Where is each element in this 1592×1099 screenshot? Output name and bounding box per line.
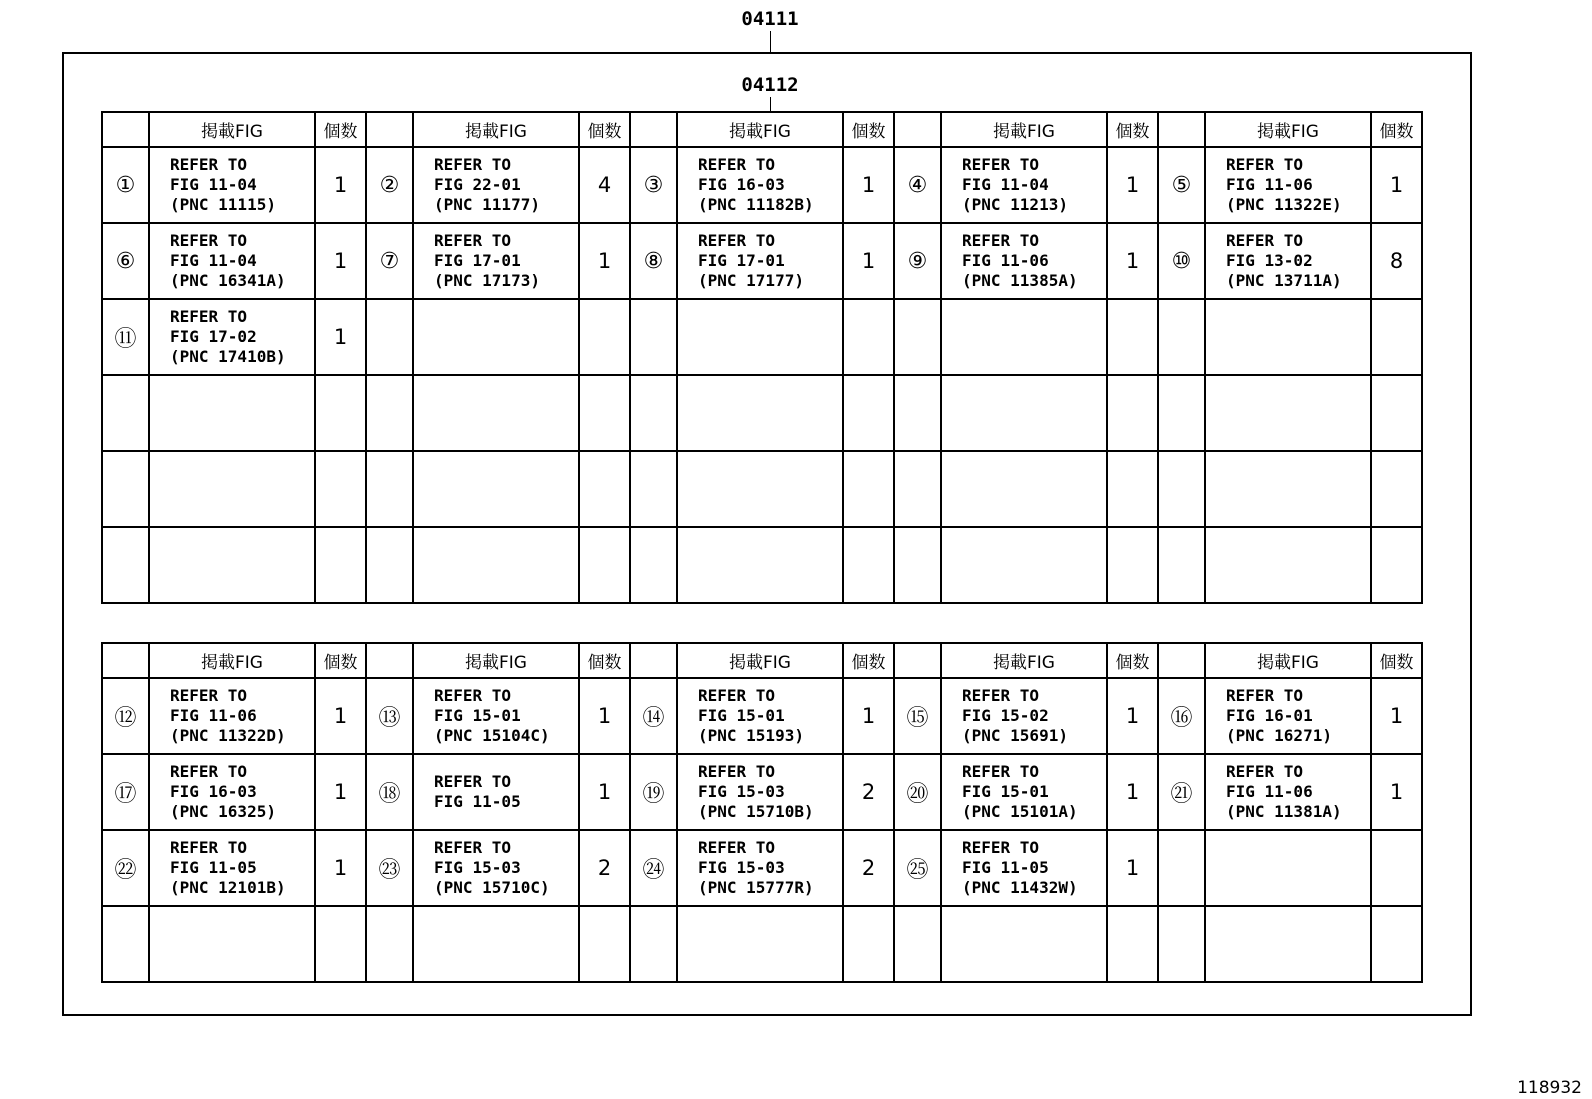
reference-cell <box>1205 830 1371 906</box>
quantity-cell: 1 <box>1107 678 1158 754</box>
table-row <box>102 223 1422 299</box>
reference-line: FIG 11-06 <box>1226 175 1313 194</box>
reference-line: (PNC 11385A) <box>962 271 1078 290</box>
item-number <box>894 451 941 527</box>
item-number: ⑪ <box>102 299 149 375</box>
item-number <box>366 375 413 451</box>
header-fig-cell: 掲載FIG <box>677 112 843 147</box>
item-number: ⑩ <box>1158 223 1205 299</box>
quantity-cell <box>1371 527 1422 603</box>
reference-cell <box>677 299 843 375</box>
item-number <box>1158 451 1205 527</box>
reference-cell <box>677 754 843 830</box>
quantity-cell: 1 <box>843 678 894 754</box>
reference-cell <box>413 906 579 982</box>
reference-line: REFER TO <box>962 155 1040 174</box>
reference-line: FIG 16-01 <box>1226 706 1313 725</box>
quantity-cell <box>843 906 894 982</box>
reference-cell <box>677 906 843 982</box>
item-number <box>366 906 413 982</box>
reference-line: REFER TO <box>434 772 512 791</box>
reference-cell <box>941 527 1107 603</box>
item-number: ⑫ <box>102 678 149 754</box>
reference-cell <box>413 147 579 223</box>
reference-cell <box>149 147 315 223</box>
reference-line: (PNC 15710C) <box>434 878 550 897</box>
callout-04111-leader <box>770 31 771 52</box>
header-fig-cell: 掲載FIG <box>677 643 843 678</box>
reference-line: (PNC 15777R) <box>698 878 814 897</box>
reference-line: REFER TO <box>170 838 248 857</box>
item-number <box>1158 830 1205 906</box>
reference-line: (PNC 11322E) <box>1226 195 1342 214</box>
reference-line: REFER TO <box>698 762 776 781</box>
reference-cell <box>413 754 579 830</box>
reference-line: FIG 15-03 <box>698 858 785 877</box>
reference-cell <box>677 147 843 223</box>
reference-cell <box>149 451 315 527</box>
reference-line: REFER TO <box>1226 231 1304 250</box>
reference-line: REFER TO <box>962 762 1040 781</box>
item-number: ㉓ <box>366 830 413 906</box>
header-fig-cell: 掲載FIG <box>413 643 579 678</box>
table-header-row <box>102 112 1422 147</box>
header-qty-cell: 個数 <box>579 112 630 147</box>
quantity-cell: 1 <box>315 147 366 223</box>
quantity-cell <box>843 375 894 451</box>
reference-line: (PNC 15691) <box>962 726 1068 745</box>
reference-cell <box>149 223 315 299</box>
reference-line: (PNC 11115) <box>170 195 276 214</box>
reference-line: REFER TO <box>1226 762 1304 781</box>
item-number: ⑰ <box>102 754 149 830</box>
item-number: ⑧ <box>630 223 677 299</box>
quantity-cell <box>579 299 630 375</box>
parts-table-lower <box>101 642 1423 983</box>
item-number: ㉑ <box>1158 754 1205 830</box>
item-number: ④ <box>894 147 941 223</box>
reference-line: (PNC 15104C) <box>434 726 550 745</box>
reference-line: (PNC 11182B) <box>698 195 814 214</box>
item-number <box>894 375 941 451</box>
quantity-cell <box>1107 906 1158 982</box>
reference-line: FIG 22-01 <box>434 175 521 194</box>
quantity-cell: 1 <box>1107 830 1158 906</box>
header-qty-cell: 個数 <box>579 643 630 678</box>
figure-id: 118932 <box>1517 1078 1582 1098</box>
item-number: ㉕ <box>894 830 941 906</box>
item-number <box>630 451 677 527</box>
reference-line: REFER TO <box>1226 155 1304 174</box>
reference-cell <box>413 527 579 603</box>
item-number <box>366 299 413 375</box>
quantity-cell: 1 <box>315 830 366 906</box>
quantity-cell <box>1107 451 1158 527</box>
reference-cell <box>677 375 843 451</box>
quantity-cell <box>579 451 630 527</box>
table-row <box>102 906 1422 982</box>
reference-line: FIG 11-05 <box>434 792 521 811</box>
reference-cell <box>1205 451 1371 527</box>
reference-cell <box>413 830 579 906</box>
quantity-cell: 1 <box>315 223 366 299</box>
quantity-cell <box>579 527 630 603</box>
reference-line: (PNC 16325) <box>170 802 276 821</box>
reference-line: FIG 11-06 <box>170 706 257 725</box>
header-qty-cell: 個数 <box>1371 643 1422 678</box>
reference-line: REFER TO <box>434 838 512 857</box>
table-row <box>102 147 1422 223</box>
reference-line: (PNC 13711A) <box>1226 271 1342 290</box>
reference-line: REFER TO <box>962 838 1040 857</box>
quantity-cell <box>1107 299 1158 375</box>
quantity-cell <box>315 906 366 982</box>
quantity-cell: 4 <box>579 147 630 223</box>
reference-line: (PNC 11177) <box>434 195 540 214</box>
item-number: ⑭ <box>630 678 677 754</box>
quantity-cell: 2 <box>843 754 894 830</box>
item-number <box>630 375 677 451</box>
reference-cell <box>149 527 315 603</box>
reference-line: FIG 11-06 <box>1226 782 1313 801</box>
item-number: ⑳ <box>894 754 941 830</box>
reference-line: (PNC 17177) <box>698 271 804 290</box>
reference-cell <box>149 754 315 830</box>
reference-line: REFER TO <box>170 155 248 174</box>
item-number <box>1158 375 1205 451</box>
quantity-cell: 1 <box>579 678 630 754</box>
reference-line: FIG 17-01 <box>434 251 521 270</box>
reference-line: (PNC 15193) <box>698 726 804 745</box>
reference-cell <box>1205 527 1371 603</box>
header-num-cell <box>894 643 941 678</box>
table-row <box>102 754 1422 830</box>
reference-cell <box>1205 375 1371 451</box>
reference-line: REFER TO <box>170 686 248 705</box>
reference-cell <box>149 678 315 754</box>
header-num-cell <box>630 643 677 678</box>
item-number: ⑱ <box>366 754 413 830</box>
quantity-cell: 8 <box>1371 223 1422 299</box>
reference-line: REFER TO <box>434 686 512 705</box>
quantity-cell <box>1371 906 1422 982</box>
header-num-cell <box>894 112 941 147</box>
header-num-cell <box>1158 112 1205 147</box>
item-number: ③ <box>630 147 677 223</box>
reference-line: REFER TO <box>170 307 248 326</box>
quantity-cell: 1 <box>1107 223 1158 299</box>
quantity-cell: 1 <box>1107 754 1158 830</box>
quantity-cell <box>315 375 366 451</box>
header-qty-cell: 個数 <box>843 643 894 678</box>
header-qty-cell: 個数 <box>315 643 366 678</box>
reference-cell <box>1205 299 1371 375</box>
quantity-cell <box>843 299 894 375</box>
quantity-cell: 2 <box>843 830 894 906</box>
reference-cell <box>413 451 579 527</box>
item-number <box>102 527 149 603</box>
reference-cell <box>941 451 1107 527</box>
header-num-cell <box>1158 643 1205 678</box>
reference-line: FIG 15-03 <box>434 858 521 877</box>
reference-cell <box>413 375 579 451</box>
reference-line: FIG 16-03 <box>698 175 785 194</box>
header-qty-cell: 個数 <box>1107 643 1158 678</box>
quantity-cell <box>1371 299 1422 375</box>
callout-04111: 04111 <box>741 8 799 30</box>
item-number <box>366 451 413 527</box>
header-qty-cell: 個数 <box>843 112 894 147</box>
item-number: ㉔ <box>630 830 677 906</box>
item-number <box>630 906 677 982</box>
quantity-cell <box>1371 451 1422 527</box>
reference-line: FIG 17-01 <box>698 251 785 270</box>
reference-line: REFER TO <box>698 231 776 250</box>
reference-line: (PNC 12101B) <box>170 878 286 897</box>
quantity-cell: 1 <box>1107 147 1158 223</box>
reference-cell <box>149 830 315 906</box>
table-header-row <box>102 643 1422 678</box>
reference-line: REFER TO <box>698 838 776 857</box>
header-num-cell <box>102 112 149 147</box>
reference-cell <box>413 678 579 754</box>
header-num-cell <box>630 112 677 147</box>
item-number: ① <box>102 147 149 223</box>
reference-line: REFER TO <box>698 686 776 705</box>
reference-cell <box>941 299 1107 375</box>
reference-line: (PNC 17410B) <box>170 347 286 366</box>
reference-line: (PNC 16341A) <box>170 271 286 290</box>
item-number: ⑨ <box>894 223 941 299</box>
item-number <box>102 375 149 451</box>
quantity-cell <box>1371 375 1422 451</box>
reference-cell <box>149 906 315 982</box>
item-number: ⑥ <box>102 223 149 299</box>
reference-line: FIG 15-01 <box>962 782 1049 801</box>
reference-cell <box>413 299 579 375</box>
reference-cell <box>941 906 1107 982</box>
reference-line: (PNC 11322D) <box>170 726 286 745</box>
reference-cell <box>677 223 843 299</box>
table-row <box>102 527 1422 603</box>
item-number: ⑬ <box>366 678 413 754</box>
item-number <box>102 906 149 982</box>
reference-line: FIG 11-04 <box>170 251 257 270</box>
quantity-cell: 1 <box>315 678 366 754</box>
header-num-cell <box>102 643 149 678</box>
header-num-cell <box>366 112 413 147</box>
header-fig-cell: 掲載FIG <box>941 112 1107 147</box>
reference-line: FIG 15-03 <box>698 782 785 801</box>
reference-cell <box>413 223 579 299</box>
item-number <box>1158 527 1205 603</box>
item-number <box>894 527 941 603</box>
quantity-cell <box>579 906 630 982</box>
item-number <box>102 451 149 527</box>
quantity-cell: 1 <box>1371 754 1422 830</box>
item-number: ⑯ <box>1158 678 1205 754</box>
item-number <box>630 299 677 375</box>
reference-cell <box>941 754 1107 830</box>
reference-cell <box>677 830 843 906</box>
reference-cell <box>677 527 843 603</box>
quantity-cell: 1 <box>843 147 894 223</box>
quantity-cell: 1 <box>1371 678 1422 754</box>
item-number: ⑮ <box>894 678 941 754</box>
item-number: ⑦ <box>366 223 413 299</box>
reference-line: REFER TO <box>962 231 1040 250</box>
reference-cell <box>941 830 1107 906</box>
header-fig-cell: 掲載FIG <box>941 643 1107 678</box>
parts-table-upper <box>101 111 1423 604</box>
reference-line: (PNC 11432W) <box>962 878 1078 897</box>
header-fig-cell: 掲載FIG <box>149 643 315 678</box>
quantity-cell <box>579 375 630 451</box>
reference-line: (PNC 11381A) <box>1226 802 1342 821</box>
quantity-cell <box>843 451 894 527</box>
reference-line: FIG 11-05 <box>170 858 257 877</box>
quantity-cell <box>315 451 366 527</box>
reference-cell <box>941 223 1107 299</box>
quantity-cell <box>1107 527 1158 603</box>
reference-cell <box>677 451 843 527</box>
header-qty-cell: 個数 <box>315 112 366 147</box>
reference-line: FIG 16-03 <box>170 782 257 801</box>
header-qty-cell: 個数 <box>1371 112 1422 147</box>
reference-line: (PNC 15101A) <box>962 802 1078 821</box>
item-number <box>630 527 677 603</box>
reference-cell <box>677 678 843 754</box>
quantity-cell <box>315 527 366 603</box>
quantity-cell: 1 <box>1371 147 1422 223</box>
header-fig-cell: 掲載FIG <box>149 112 315 147</box>
item-number <box>894 906 941 982</box>
reference-line: FIG 11-04 <box>962 175 1049 194</box>
reference-line: FIG 17-02 <box>170 327 257 346</box>
quantity-cell: 2 <box>579 830 630 906</box>
item-number <box>1158 299 1205 375</box>
reference-line: REFER TO <box>434 155 512 174</box>
item-number: ⑤ <box>1158 147 1205 223</box>
reference-cell <box>149 299 315 375</box>
header-fig-cell: 掲載FIG <box>1205 112 1371 147</box>
reference-line: REFER TO <box>434 231 512 250</box>
reference-cell <box>1205 906 1371 982</box>
header-num-cell <box>366 643 413 678</box>
item-number: ⑲ <box>630 754 677 830</box>
item-number <box>894 299 941 375</box>
reference-line: REFER TO <box>170 762 248 781</box>
item-number <box>366 527 413 603</box>
header-qty-cell: 個数 <box>1107 112 1158 147</box>
quantity-cell <box>1371 830 1422 906</box>
callout-04112-leader <box>770 97 771 112</box>
reference-line: FIG 13-02 <box>1226 251 1313 270</box>
reference-cell <box>1205 678 1371 754</box>
quantity-cell <box>843 527 894 603</box>
header-fig-cell: 掲載FIG <box>413 112 579 147</box>
item-number: ㉒ <box>102 830 149 906</box>
quantity-cell: 1 <box>315 754 366 830</box>
reference-line: FIG 11-05 <box>962 858 1049 877</box>
header-fig-cell: 掲載FIG <box>1205 643 1371 678</box>
reference-line: FIG 15-01 <box>434 706 521 725</box>
reference-cell <box>941 375 1107 451</box>
table-row <box>102 451 1422 527</box>
reference-line: REFER TO <box>962 686 1040 705</box>
reference-cell <box>941 147 1107 223</box>
quantity-cell: 1 <box>579 754 630 830</box>
table-row <box>102 678 1422 754</box>
reference-line: FIG 11-06 <box>962 251 1049 270</box>
reference-line: FIG 11-04 <box>170 175 257 194</box>
table-row <box>102 375 1422 451</box>
quantity-cell <box>1107 375 1158 451</box>
reference-cell <box>149 375 315 451</box>
reference-cell <box>941 678 1107 754</box>
table-row <box>102 830 1422 906</box>
reference-line: FIG 15-02 <box>962 706 1049 725</box>
reference-line: (PNC 11213) <box>962 195 1068 214</box>
reference-cell <box>1205 147 1371 223</box>
reference-line: (PNC 16271) <box>1226 726 1332 745</box>
quantity-cell: 1 <box>315 299 366 375</box>
reference-line: REFER TO <box>170 231 248 250</box>
item-number <box>1158 906 1205 982</box>
table-row <box>102 299 1422 375</box>
reference-line: (PNC 15710B) <box>698 802 814 821</box>
reference-line: FIG 15-01 <box>698 706 785 725</box>
quantity-cell: 1 <box>843 223 894 299</box>
reference-line: (PNC 17173) <box>434 271 540 290</box>
reference-line: REFER TO <box>698 155 776 174</box>
quantity-cell: 1 <box>579 223 630 299</box>
reference-line: REFER TO <box>1226 686 1304 705</box>
item-number: ② <box>366 147 413 223</box>
reference-cell <box>1205 223 1371 299</box>
callout-04112: 04112 <box>741 74 799 96</box>
reference-cell <box>1205 754 1371 830</box>
